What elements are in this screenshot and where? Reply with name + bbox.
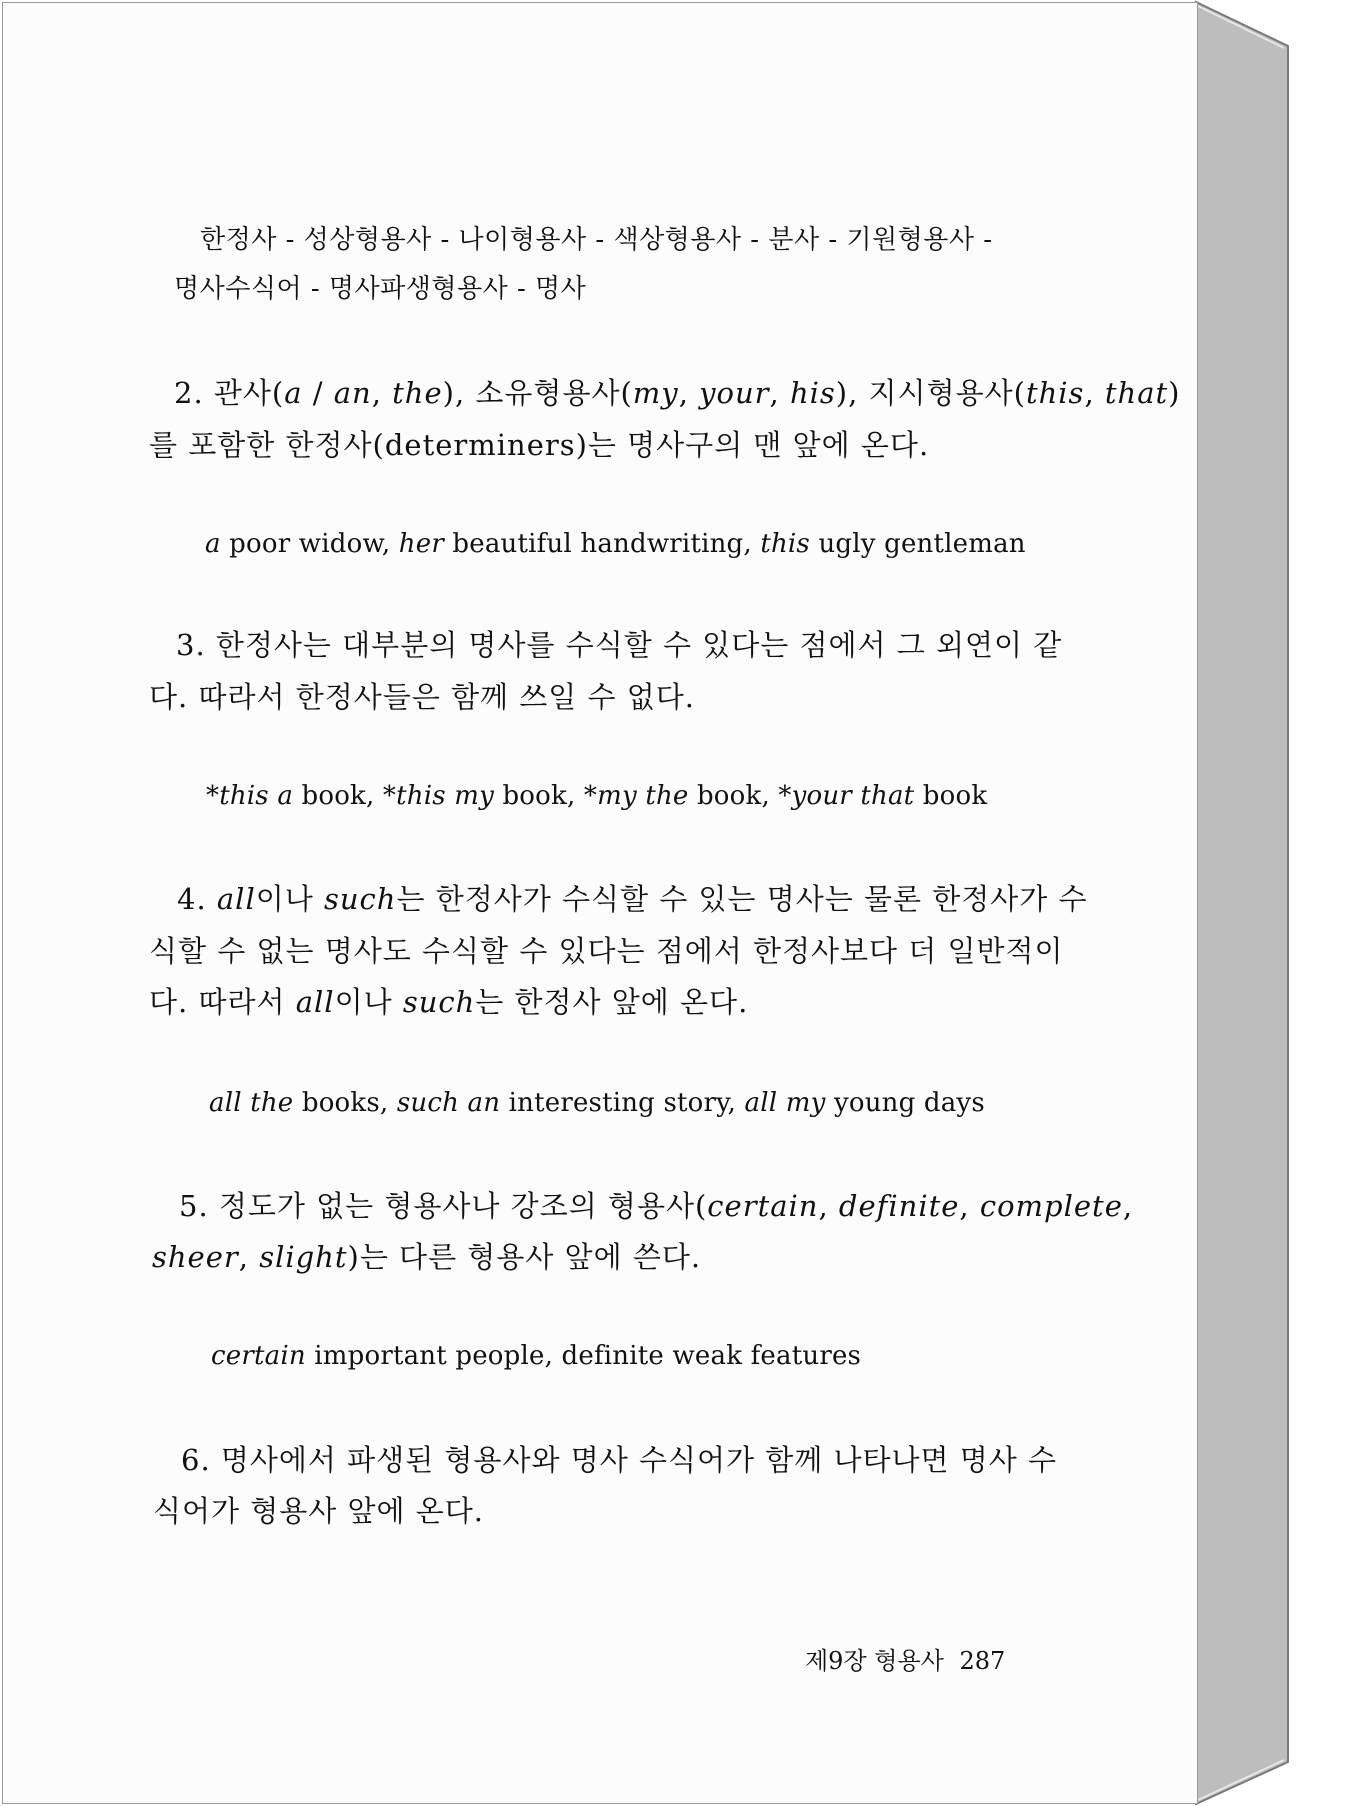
text-run: a (205, 529, 221, 559)
text-run: , (959, 1189, 980, 1223)
text-run: his (789, 376, 836, 410)
text-run: book, * (688, 781, 792, 811)
text-run: this a (219, 781, 294, 811)
item5-line2 (152, 1240, 702, 1274)
text-run: such (323, 882, 397, 916)
text-run: your (699, 376, 770, 410)
text-run: , (678, 376, 700, 410)
order-line-1: 한정사 - 성상형용사 - 나이형용사 - 색상형용사 - 분사 - 기원형용사 - (200, 225, 993, 255)
page-number: 287 (959, 1647, 1006, 1675)
text-run: young days (825, 1088, 985, 1118)
text-run: this (1025, 376, 1085, 410)
text-run: book, * (494, 781, 598, 811)
text-run: her (398, 529, 444, 559)
item3-example (206, 783, 987, 809)
text-run: poor widow, (220, 529, 399, 559)
text-run: this my (396, 781, 494, 811)
text-run: , (818, 1189, 839, 1223)
text-run: all (295, 985, 335, 1019)
text-run: my (632, 376, 679, 410)
text-run: sheer (152, 1240, 239, 1274)
item4-line2: 식할 수 없는 명사도 수식할 수 있다는 점에서 한정사보다 더 일반적이 (149, 934, 1064, 968)
text-run: )는 다른 형용사 앞에 쓴다. (347, 1240, 702, 1274)
text-run: certain (707, 1189, 819, 1223)
text-run: ), 소유형용사( (442, 376, 633, 410)
item4-line3 (149, 985, 749, 1019)
text-run: 2. 관사( (174, 376, 285, 410)
text-run: slight (259, 1240, 348, 1274)
text-run: important people, definite weak features (305, 1341, 862, 1371)
text-run: beautiful handwriting, (443, 529, 761, 559)
text-run: my the (597, 781, 689, 811)
text-run: complete (979, 1189, 1123, 1223)
text-run: all the (209, 1088, 294, 1118)
text-run: 는 한정사 앞에 온다. (475, 985, 749, 1019)
item5-example (211, 1343, 861, 1369)
text-run: , (371, 376, 393, 410)
item6-line2: 식어가 형용사 앞에 온다. (153, 1494, 485, 1528)
text-run: 이나 (255, 882, 324, 916)
page-edge-side (1196, 2, 1288, 1804)
text-run: certain (211, 1341, 306, 1371)
text-run: that (1104, 376, 1169, 410)
chapter-title: 제9장 형용사 (805, 1647, 944, 1675)
text-run: this (760, 529, 810, 559)
text-run: ) (1168, 376, 1181, 410)
text-run: the (392, 376, 443, 410)
item3-line1: 3. 한정사는 대부분의 명사를 수식할 수 있다는 점에서 그 외연이 같 (176, 628, 1063, 662)
text-run: , (769, 376, 790, 410)
text-run: such an (396, 1088, 501, 1118)
text-run: ugly gentleman (809, 529, 1026, 559)
text-run: book (914, 781, 988, 811)
text-run: book, * (293, 781, 397, 811)
text-run: a (284, 376, 303, 410)
item6-line1: 6. 명사에서 파생된 형용사와 명사 수식어가 함께 나타나면 명사 수 (181, 1443, 1057, 1477)
item2-line1 (174, 376, 1181, 410)
text-run: all my (744, 1088, 826, 1118)
text-run: , (238, 1240, 260, 1274)
page-footer (805, 1649, 1005, 1673)
text-run: books, (293, 1088, 397, 1118)
item5-line1 (179, 1189, 1134, 1223)
text-run: 는 한정사가 수식할 수 있는 명사는 물론 한정사가 수 (396, 882, 1088, 916)
text-run: definite (838, 1189, 960, 1223)
text-run: , (1122, 1189, 1134, 1223)
order-line-2: 명사수식어 - 명사파생형용사 - 명사 (174, 274, 587, 304)
text-run: / (302, 376, 334, 410)
text-run: ), 지시형용사( (835, 376, 1026, 410)
book-page (2, 2, 1198, 1804)
text-run: 5. 정도가 없는 형용사나 강조의 형용사( (179, 1189, 708, 1223)
item2-line2: 를 포함한 한정사(determiners)는 명사구의 맨 앞에 온다. (149, 428, 930, 462)
text-run: an (333, 376, 372, 410)
item4-line1 (177, 882, 1088, 916)
text-run: your that (791, 781, 915, 811)
item4-example (209, 1090, 985, 1116)
text-run: , (1084, 376, 1105, 410)
text-run: such (402, 985, 476, 1019)
item3-line2: 다. 따라서 한정사들은 함께 쓰일 수 없다. (149, 680, 695, 714)
text-run: 4. (177, 882, 217, 916)
text-run: all (216, 882, 256, 916)
item2-example (205, 531, 1026, 557)
text-run: 다. 따라서 (149, 985, 296, 1019)
text-run: 이나 (334, 985, 403, 1019)
text-run: interesting story, (500, 1088, 745, 1118)
text-run: * (206, 781, 220, 811)
